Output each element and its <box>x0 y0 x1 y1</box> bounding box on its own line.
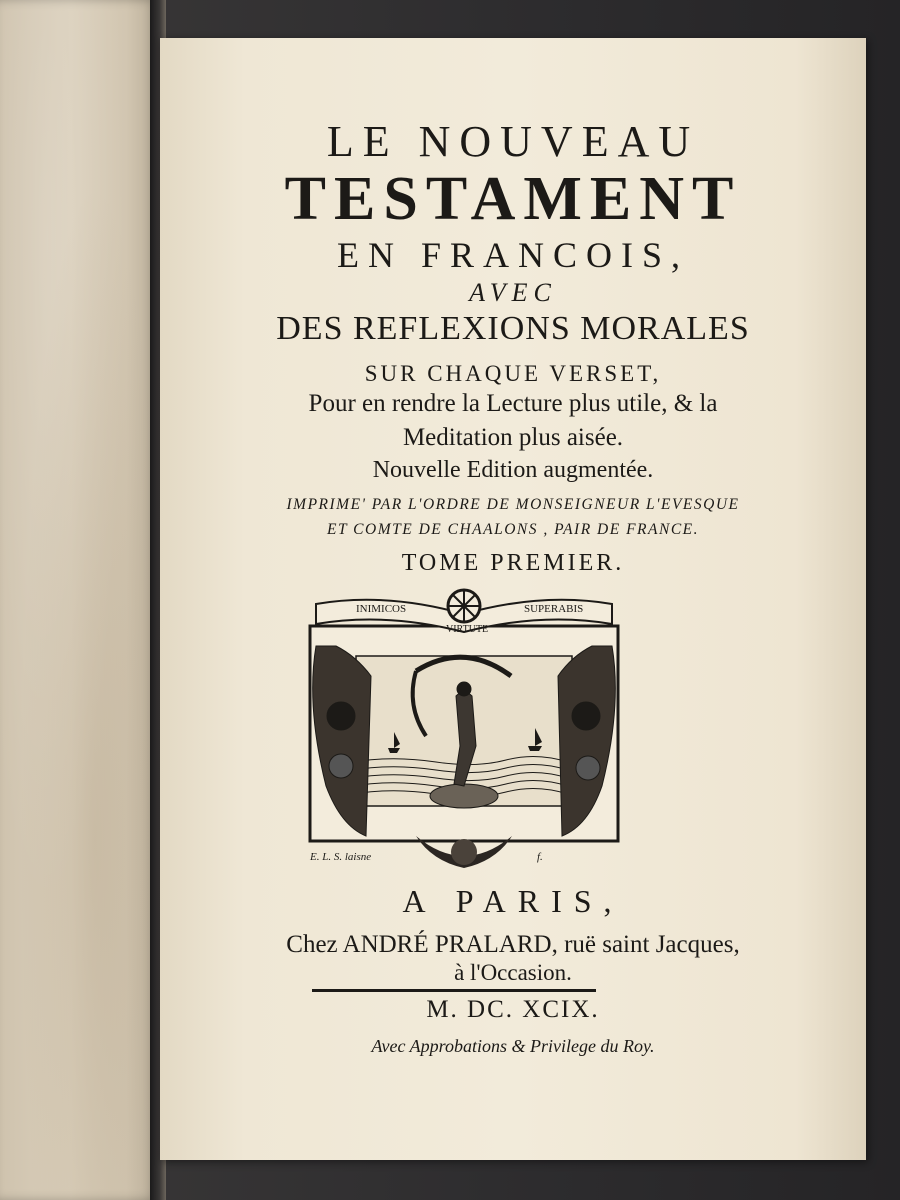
title-line-2: TESTAMENT <box>284 165 742 233</box>
engraver-mark: f. <box>537 851 543 863</box>
motto-center: VIRTUTE <box>446 624 489 635</box>
title-page-content <box>160 38 866 1160</box>
subtitle-line-1: DES REFLEXIONS MORALES <box>276 310 750 347</box>
title-line-4: AVEC <box>469 278 557 307</box>
title-line-1: LE NOUVEAU <box>326 117 700 166</box>
city-line: A PARIS, <box>402 883 624 919</box>
motto-left: INIMICOS <box>356 603 407 615</box>
motto-right: SUPERABIS <box>524 603 584 615</box>
imprint-line-2: ET COMTE DE CHAALONS , PAIR DE FRANCE. <box>326 521 700 538</box>
privilege-line: Avec Approbations & Privilege du Roy. <box>371 1036 655 1056</box>
year-line: M. DC. XCIX. <box>426 996 600 1023</box>
printer-sign-line: à l'Occasion. <box>454 960 572 985</box>
engraver-signature: E. L. S. laisne <box>310 851 372 863</box>
imprint-line-1: IMPRIME' PAR L'ORDRE DE MONSEIGNEUR L'EVESQUE <box>286 496 740 513</box>
subtitle-line-2: SUR CHAQUE VERSET, <box>364 361 662 386</box>
left-cover-board <box>0 0 158 1200</box>
printer-line: Chez ANDRÉ PRALARD, ruë saint Jacques, <box>286 931 740 958</box>
title-line-3: EN FRANCOIS, <box>336 235 690 275</box>
printer-device-vignette <box>296 586 632 872</box>
divider-rule <box>312 989 596 992</box>
edition-line: Nouvelle Edition augmentée. <box>372 457 654 483</box>
subtitle-line-4: Meditation plus aisée. <box>402 424 624 451</box>
volume-line: TOME PREMIER. <box>401 550 625 576</box>
subtitle-line-3: Pour en rendre la Lecture plus utile, & la <box>308 390 718 417</box>
title-page <box>160 38 866 1160</box>
